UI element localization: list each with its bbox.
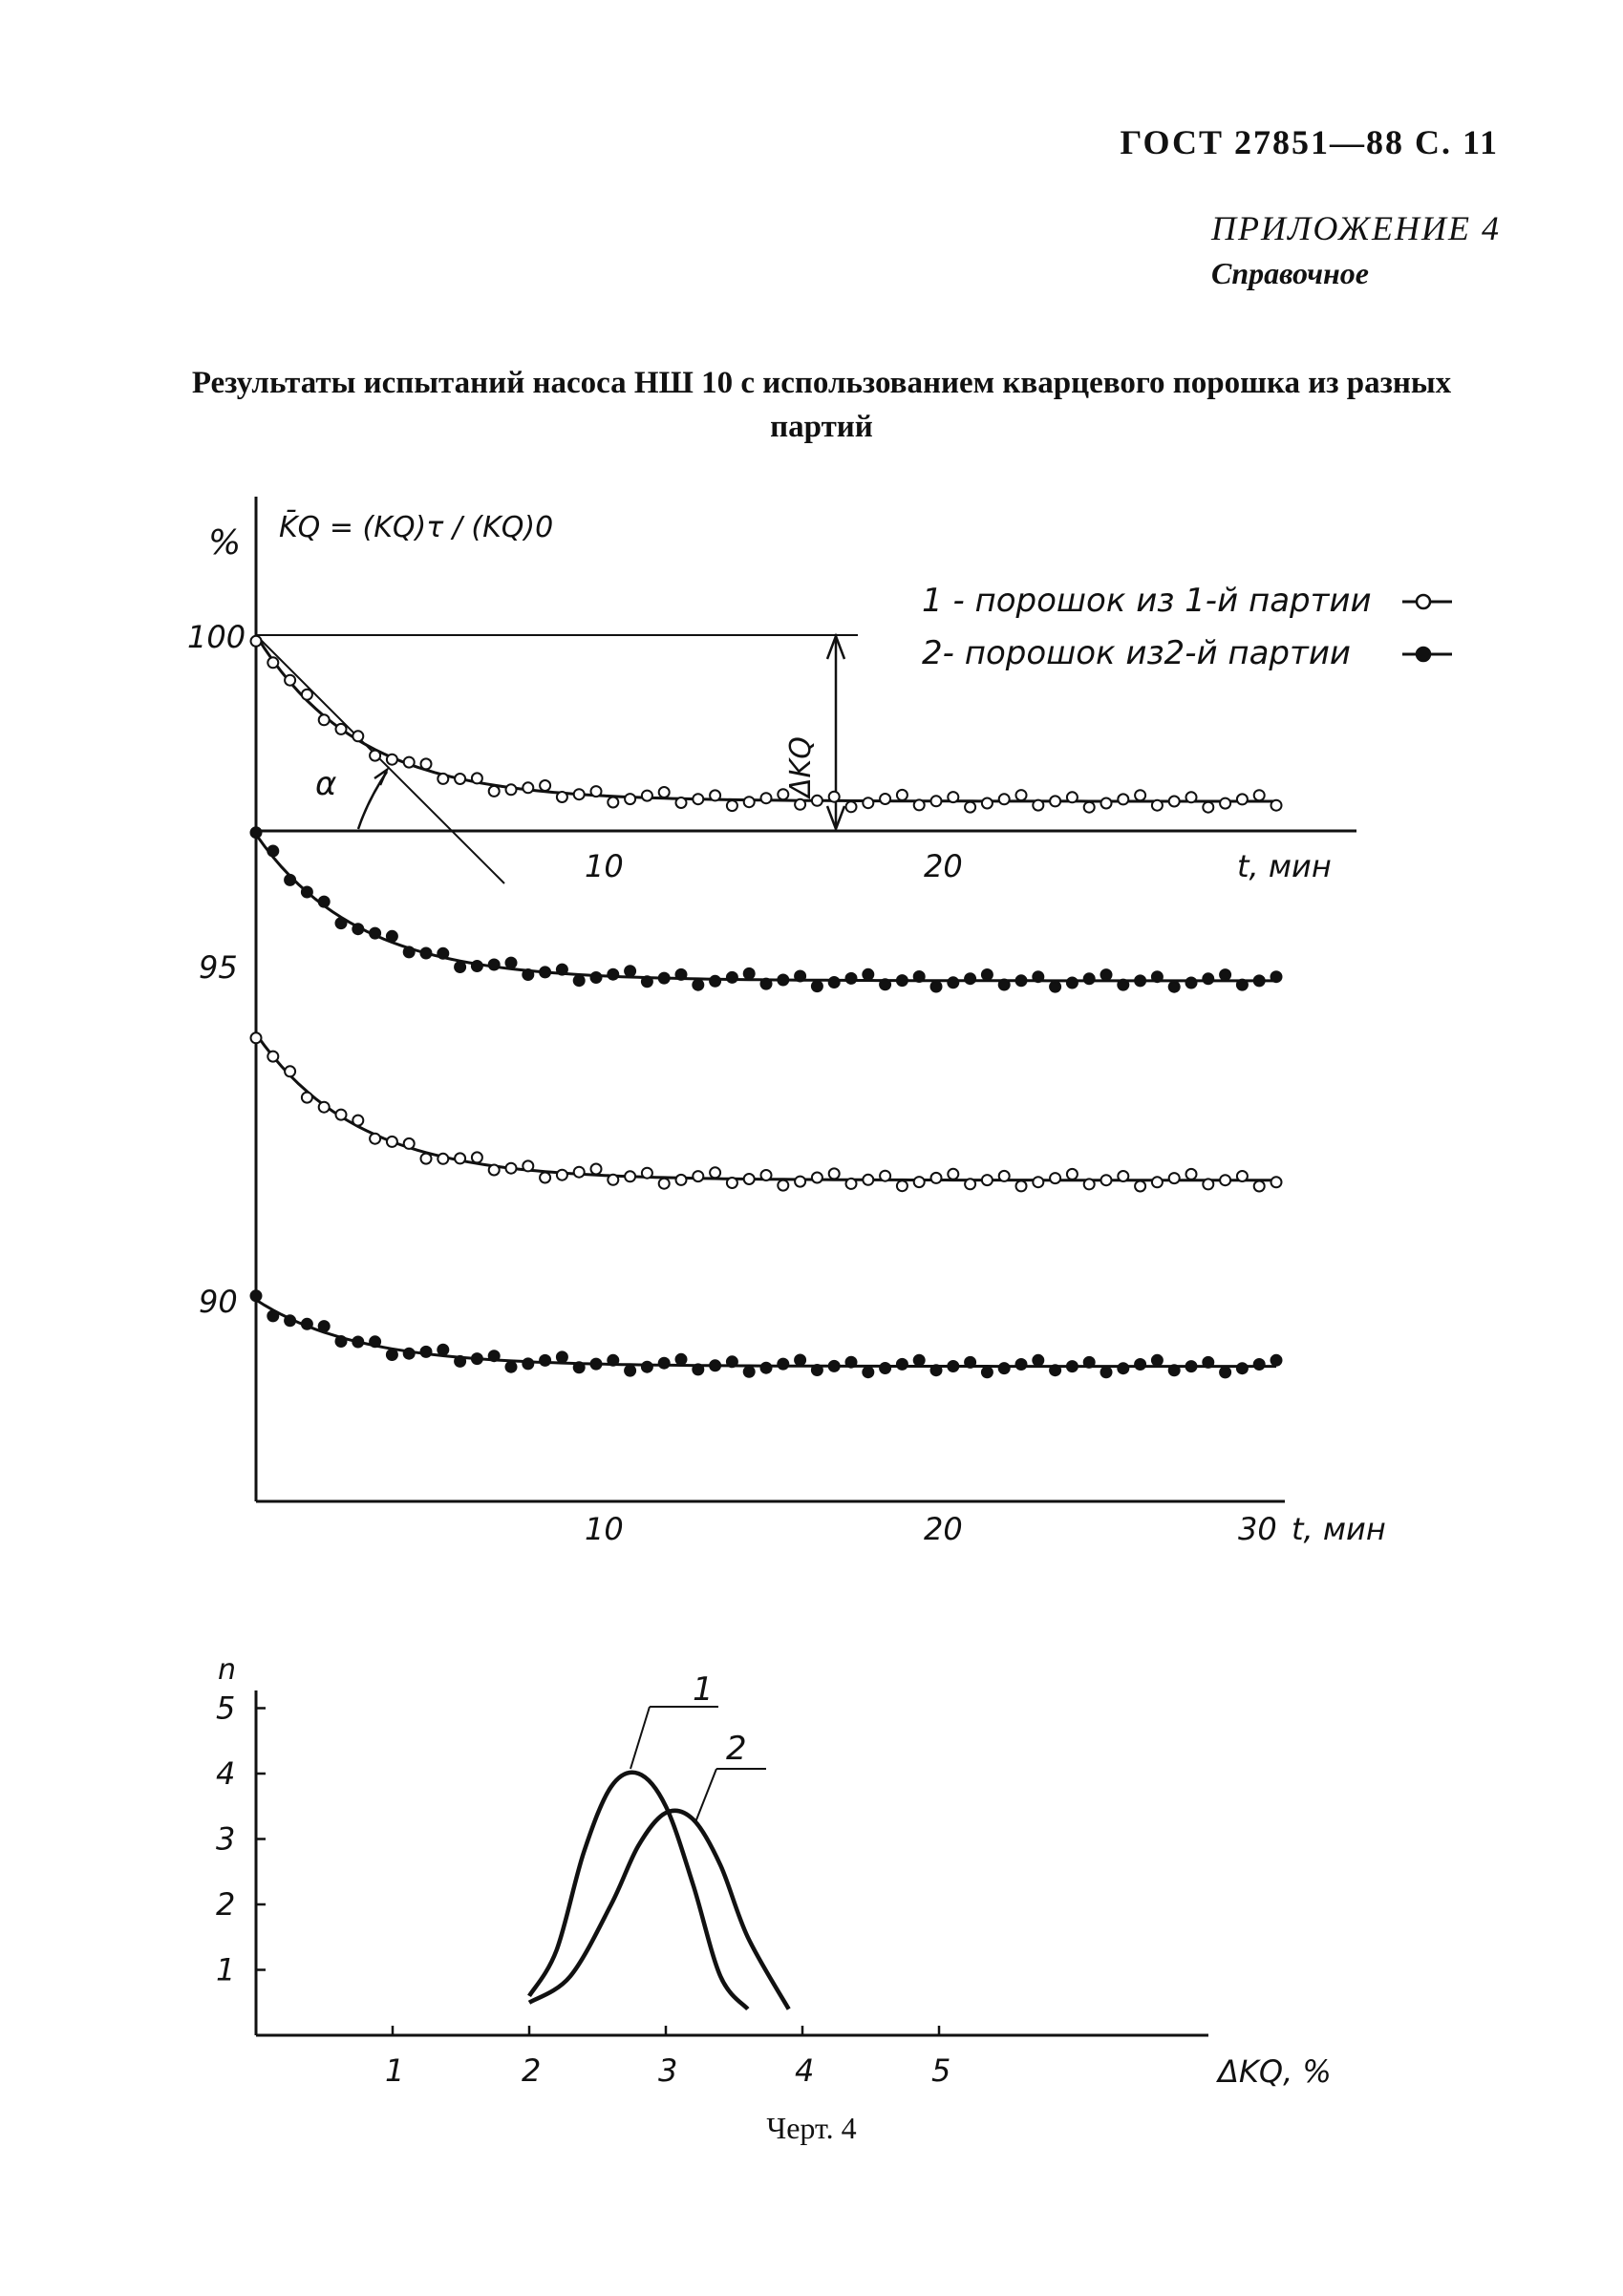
series-3-point bbox=[999, 1171, 1010, 1181]
series-2-point bbox=[1016, 975, 1027, 986]
series-3-point bbox=[880, 1171, 890, 1181]
series-4-point bbox=[829, 1361, 840, 1371]
series-1-point bbox=[370, 751, 380, 761]
series-3-point bbox=[914, 1177, 925, 1187]
series-3-point bbox=[1101, 1175, 1112, 1185]
formula-label: K̄Q = (KQ)τ / (KQ)0 bbox=[279, 511, 554, 544]
series-3-point bbox=[761, 1170, 772, 1180]
series-2-point bbox=[1237, 980, 1248, 990]
series-1-point bbox=[710, 790, 720, 800]
series-1-point bbox=[880, 794, 890, 804]
legend-marker-2 bbox=[1417, 648, 1430, 661]
alpha-arrowhead bbox=[374, 770, 387, 785]
series-3-point bbox=[302, 1093, 312, 1103]
series-2-point bbox=[523, 969, 533, 980]
tick-y-90: 90 bbox=[199, 1284, 238, 1320]
series-4-point bbox=[557, 1351, 567, 1362]
series-3-point bbox=[523, 1160, 533, 1171]
series-4-point bbox=[897, 1359, 908, 1370]
series-2-point bbox=[1203, 973, 1213, 984]
series-1-point bbox=[1084, 802, 1095, 813]
series-3-point bbox=[336, 1110, 347, 1120]
x-axis-label-upper: t, мин bbox=[1237, 848, 1332, 884]
series-1-point bbox=[387, 755, 397, 765]
series-2-point bbox=[863, 969, 873, 980]
series-2-point bbox=[540, 967, 550, 977]
series-1-point bbox=[336, 724, 347, 734]
series-3-point bbox=[608, 1175, 618, 1185]
series-2-point bbox=[489, 960, 500, 970]
series-1-point bbox=[965, 802, 975, 813]
series-3-point bbox=[812, 1173, 822, 1183]
series-3-point bbox=[1152, 1177, 1163, 1187]
series-3-point bbox=[574, 1167, 585, 1178]
series-4-point bbox=[659, 1358, 670, 1369]
legend-label-2: 2- порошок из2-й партии bbox=[922, 634, 1352, 672]
series-2-point bbox=[846, 973, 857, 984]
tick-x-30-lower: 30 bbox=[1238, 1511, 1277, 1547]
series-2-point bbox=[931, 982, 942, 992]
series-4-point bbox=[914, 1355, 925, 1366]
series-1-point bbox=[1271, 800, 1282, 811]
series-1-point bbox=[897, 790, 908, 800]
series-3-point bbox=[1118, 1171, 1128, 1181]
series-1-point bbox=[302, 690, 312, 700]
series-3-point bbox=[710, 1167, 720, 1178]
hist-y-tick-label: 2 bbox=[216, 1886, 236, 1923]
hist-x-tick-label: 5 bbox=[931, 2052, 951, 2089]
series-1-point bbox=[948, 792, 958, 802]
series-4-point bbox=[744, 1367, 755, 1377]
series-1-point bbox=[523, 782, 533, 793]
series-3-point bbox=[863, 1175, 873, 1185]
tick-y-100: 100 bbox=[187, 619, 246, 655]
series-3-point bbox=[1169, 1173, 1180, 1183]
series-1-point bbox=[285, 675, 295, 686]
series-3-point bbox=[1050, 1173, 1060, 1183]
hist-y-tick-label: 3 bbox=[216, 1820, 236, 1858]
distribution-curve-1 bbox=[529, 1773, 748, 2009]
series-3-point bbox=[455, 1153, 465, 1163]
series-2-point bbox=[1067, 978, 1078, 989]
series-3-point bbox=[251, 1032, 262, 1043]
series-1-point bbox=[506, 784, 517, 795]
series-3-point bbox=[267, 1052, 278, 1062]
series-1-point bbox=[829, 792, 840, 802]
series-4-point bbox=[1237, 1363, 1248, 1373]
series-2-point bbox=[319, 897, 330, 907]
series-3-point bbox=[931, 1173, 942, 1183]
series-4-point bbox=[727, 1356, 737, 1367]
series-3-point bbox=[557, 1170, 567, 1180]
series-3-point bbox=[421, 1154, 432, 1164]
hist-x-tick-label: 3 bbox=[658, 2052, 678, 2089]
series-4-point bbox=[880, 1363, 890, 1373]
series-2-curve bbox=[256, 835, 1276, 981]
series-4-point bbox=[761, 1363, 772, 1373]
series-1-point bbox=[574, 789, 585, 799]
series-4-point bbox=[676, 1354, 687, 1365]
tangent-line bbox=[256, 635, 504, 883]
series-1-point bbox=[1220, 798, 1230, 809]
series-4-point bbox=[285, 1315, 295, 1326]
series-4-point bbox=[1118, 1363, 1128, 1373]
series-2-point bbox=[727, 972, 737, 983]
series-4-point bbox=[506, 1362, 517, 1372]
hist-y-label: n bbox=[218, 1653, 237, 1687]
series-4-point bbox=[1016, 1359, 1027, 1370]
legend-label-1: 1 - порошок из 1-й партии bbox=[922, 582, 1372, 620]
series-4-point bbox=[999, 1363, 1010, 1373]
delta-kq-label: ΔKQ bbox=[784, 736, 818, 797]
series-2-point bbox=[778, 975, 788, 986]
series-2-point bbox=[1101, 969, 1112, 980]
series-2-point bbox=[438, 948, 448, 959]
series-1-point bbox=[982, 798, 993, 809]
hist-y-tick-label: 1 bbox=[216, 1951, 236, 1988]
series-3-point bbox=[506, 1163, 517, 1174]
series-2-point bbox=[421, 948, 432, 959]
series-2-point bbox=[267, 846, 278, 857]
series-3-point bbox=[829, 1168, 840, 1179]
series-3-point bbox=[676, 1175, 687, 1185]
series-1-point bbox=[1118, 794, 1128, 804]
series-1-point bbox=[251, 636, 262, 647]
series-1-point bbox=[472, 773, 482, 783]
hist-curves bbox=[529, 1773, 789, 2009]
series-4-point bbox=[1067, 1361, 1078, 1371]
series-4-point bbox=[1254, 1359, 1265, 1370]
series-4-point bbox=[591, 1359, 602, 1370]
series-1-point bbox=[727, 800, 737, 811]
hist-ticks bbox=[216, 1690, 950, 2090]
series-4-point bbox=[693, 1364, 703, 1374]
series-4-point bbox=[846, 1357, 857, 1368]
standard-header: ГОСТ 27851—88 С. 11 bbox=[1120, 123, 1499, 161]
series-4-point bbox=[1169, 1365, 1180, 1375]
series-1-point bbox=[659, 787, 670, 797]
series-1-point bbox=[1033, 800, 1043, 811]
appendix-note: Справочное bbox=[1211, 256, 1369, 290]
series-2-point bbox=[404, 946, 415, 957]
series-2-point bbox=[1271, 971, 1282, 982]
series-3-point bbox=[352, 1116, 363, 1126]
series-4-point bbox=[1152, 1355, 1163, 1366]
series-3-point bbox=[319, 1102, 330, 1113]
series-2-point bbox=[965, 973, 975, 984]
tick-x-10-upper: 10 bbox=[585, 848, 624, 884]
series-2-point bbox=[795, 971, 805, 982]
series-3-point bbox=[1203, 1179, 1213, 1189]
series-3-point bbox=[370, 1134, 380, 1144]
series-4-point bbox=[540, 1355, 550, 1366]
figure-title: Результаты испытаний насоса НШ 10 с использованием кварцевого порошка из разных партий bbox=[191, 366, 1452, 444]
series-2-point bbox=[387, 931, 397, 942]
series-2-point bbox=[302, 887, 312, 898]
series-1-point bbox=[455, 774, 465, 784]
series-3-point bbox=[1033, 1177, 1043, 1187]
series-2-point bbox=[1033, 971, 1043, 982]
series-3-point bbox=[1237, 1171, 1248, 1181]
series-3-point bbox=[744, 1174, 755, 1184]
series-2-point bbox=[710, 976, 720, 987]
series-1-point bbox=[863, 797, 873, 808]
series-3-point bbox=[472, 1152, 482, 1162]
series-2-point bbox=[608, 969, 618, 980]
series-2-point bbox=[506, 958, 517, 968]
series-2-point bbox=[897, 975, 908, 986]
series-3-point bbox=[642, 1168, 652, 1179]
series-2-point bbox=[591, 972, 602, 983]
series-1-point bbox=[267, 657, 278, 668]
series-3-curve bbox=[256, 1034, 1276, 1180]
series-2-point bbox=[1050, 982, 1060, 992]
label-2-pointer bbox=[695, 1769, 716, 1822]
series-3-point bbox=[1220, 1175, 1230, 1185]
series-4-point bbox=[319, 1321, 330, 1331]
series-2-point bbox=[472, 961, 482, 971]
series-3-point bbox=[489, 1165, 500, 1176]
series-2-point bbox=[880, 979, 890, 989]
series-2-point bbox=[693, 980, 703, 990]
series-2-point bbox=[1186, 978, 1197, 989]
series-4-point bbox=[982, 1367, 993, 1377]
series-4-point bbox=[267, 1310, 278, 1321]
series-2-point bbox=[914, 971, 925, 982]
series-2-point bbox=[1254, 975, 1265, 986]
series-1-point bbox=[404, 757, 415, 768]
series-4-point bbox=[404, 1349, 415, 1359]
series-3-point bbox=[693, 1171, 703, 1181]
series-1-point bbox=[557, 792, 567, 802]
series-3-point bbox=[285, 1066, 295, 1076]
series-1-point bbox=[1135, 790, 1145, 800]
series-3-point bbox=[795, 1177, 805, 1187]
series-1-point bbox=[914, 799, 925, 810]
y-unit-label: % bbox=[208, 523, 242, 563]
appendix-label: ПРИЛОЖЕНИЕ 4 bbox=[1211, 209, 1501, 247]
series-3-point bbox=[591, 1164, 602, 1175]
series-2-point bbox=[251, 827, 262, 838]
series-2-point bbox=[285, 875, 295, 885]
series-2-point bbox=[999, 980, 1010, 990]
series-2-point bbox=[676, 969, 687, 980]
series-4-point bbox=[948, 1361, 958, 1371]
series-4-point bbox=[302, 1319, 312, 1329]
series-4-point bbox=[795, 1355, 805, 1366]
series-4-point bbox=[523, 1358, 533, 1369]
series-1-point bbox=[591, 786, 602, 797]
series-1-point bbox=[1101, 798, 1112, 809]
series-1-point bbox=[761, 793, 772, 803]
series-1-point bbox=[1203, 802, 1213, 813]
series-1-point bbox=[642, 791, 652, 801]
series-4-point bbox=[455, 1356, 465, 1367]
series-3-point bbox=[1271, 1177, 1282, 1187]
series-4-point bbox=[574, 1362, 585, 1372]
series-3-point bbox=[438, 1154, 448, 1164]
series-4-point bbox=[472, 1353, 482, 1364]
series-1-point bbox=[438, 774, 448, 784]
series-1-point bbox=[540, 780, 550, 791]
series-3-point bbox=[1084, 1179, 1095, 1189]
tick-x-10-lower: 10 bbox=[585, 1511, 624, 1547]
series-4-point bbox=[251, 1290, 262, 1301]
series-1-point bbox=[1016, 790, 1027, 800]
tick-x-20-upper: 20 bbox=[924, 848, 963, 884]
series-4-point bbox=[1084, 1357, 1095, 1368]
series-2-point bbox=[336, 918, 347, 928]
series-4-point bbox=[1271, 1355, 1282, 1366]
series-4-point bbox=[1101, 1367, 1112, 1377]
series-2-point bbox=[642, 976, 652, 987]
curve-label-2: 2 bbox=[726, 1730, 747, 1768]
series-1-point bbox=[1169, 797, 1180, 807]
series-1-point bbox=[931, 796, 942, 806]
series-3-point bbox=[965, 1179, 975, 1189]
series-3-point bbox=[1135, 1181, 1145, 1192]
series-4-point bbox=[1135, 1359, 1145, 1370]
series-4-point bbox=[863, 1367, 873, 1377]
series-4-point bbox=[625, 1366, 635, 1376]
series-2-point bbox=[829, 977, 840, 988]
series-1-point bbox=[489, 786, 500, 797]
series-3-point bbox=[659, 1179, 670, 1189]
series-2-point bbox=[625, 966, 635, 976]
series-1-point bbox=[625, 794, 635, 804]
series-2-point bbox=[812, 981, 822, 991]
series-4-point bbox=[352, 1337, 363, 1348]
hist-x-label: ΔKQ, % bbox=[1218, 2053, 1332, 2090]
series-3-point bbox=[778, 1180, 788, 1191]
series-4-point bbox=[1186, 1361, 1197, 1371]
series-2-point bbox=[455, 962, 465, 972]
tick-y-95: 95 bbox=[199, 949, 238, 986]
hist-x-tick-label: 2 bbox=[522, 2052, 542, 2089]
series-2-point bbox=[1169, 982, 1180, 992]
series-1-point bbox=[608, 797, 618, 808]
series-1-point bbox=[352, 731, 363, 741]
series-2-point bbox=[744, 968, 755, 979]
series-1-point bbox=[846, 801, 857, 812]
series-2-point bbox=[352, 924, 363, 934]
series-1-point bbox=[1237, 794, 1248, 804]
series-4-point bbox=[812, 1365, 822, 1375]
series-3-point bbox=[846, 1179, 857, 1189]
series-1-point bbox=[676, 797, 687, 808]
series-4-point bbox=[370, 1336, 380, 1347]
series-4-point bbox=[1033, 1355, 1043, 1366]
series-2-point bbox=[1135, 975, 1145, 986]
series-1-point bbox=[1067, 792, 1078, 802]
series-3-point bbox=[948, 1169, 958, 1180]
series-1-point bbox=[421, 758, 432, 769]
series-4-point bbox=[489, 1350, 500, 1361]
series-2-point bbox=[557, 965, 567, 975]
series-4-point bbox=[1220, 1367, 1230, 1377]
series-4-point bbox=[778, 1359, 788, 1370]
tick-x-20-lower: 20 bbox=[924, 1511, 963, 1547]
series-3-point bbox=[1186, 1169, 1197, 1180]
series-1-point bbox=[1050, 796, 1060, 806]
time-curves bbox=[251, 635, 1282, 1377]
series-4-point bbox=[608, 1355, 618, 1366]
series-4-point bbox=[1050, 1365, 1060, 1375]
hist-y-tick-label: 5 bbox=[216, 1690, 236, 1727]
series-4-point bbox=[931, 1365, 942, 1375]
series-4-point bbox=[965, 1357, 975, 1368]
series-2-point bbox=[761, 979, 772, 989]
label-1-pointer bbox=[630, 1707, 650, 1769]
series-1-point bbox=[1152, 800, 1163, 811]
series-2-point bbox=[370, 928, 380, 939]
series-4-point bbox=[1203, 1357, 1213, 1368]
hist-y-tick-label: 4 bbox=[216, 1755, 236, 1792]
series-3-point bbox=[625, 1171, 635, 1181]
series-3-point bbox=[897, 1180, 908, 1191]
series-2-point bbox=[1220, 969, 1230, 980]
series-3-point bbox=[540, 1173, 550, 1183]
series-3-point bbox=[1254, 1181, 1265, 1192]
series-2-point bbox=[948, 977, 958, 988]
series-2-point bbox=[1152, 971, 1163, 982]
series-4-point bbox=[438, 1345, 448, 1355]
legend-marker-1 bbox=[1417, 595, 1430, 608]
series-1-point bbox=[693, 794, 703, 804]
series-2-point bbox=[982, 969, 993, 980]
x-axis-label-lower: t, мин bbox=[1292, 1511, 1386, 1547]
series-4-point bbox=[642, 1362, 652, 1372]
series-3-point bbox=[982, 1175, 993, 1185]
series-2-point bbox=[1084, 973, 1095, 984]
alpha-label: α bbox=[315, 765, 337, 803]
series-3-point bbox=[387, 1137, 397, 1147]
series-3-point bbox=[727, 1178, 737, 1188]
series-2-point bbox=[574, 975, 585, 986]
curve-label-1: 1 bbox=[693, 1670, 714, 1709]
series-1-point bbox=[1186, 792, 1197, 802]
series-2-point bbox=[659, 973, 670, 984]
series-2-point bbox=[1118, 980, 1128, 990]
series-3-point bbox=[1016, 1180, 1027, 1191]
series-3-point bbox=[404, 1138, 415, 1149]
legend-markers bbox=[1402, 595, 1452, 661]
series-4-point bbox=[710, 1360, 720, 1371]
series-1-point bbox=[319, 714, 330, 725]
figure-caption: Черт. 4 bbox=[766, 2111, 857, 2145]
series-4-point bbox=[336, 1336, 347, 1347]
series-4-point bbox=[421, 1347, 432, 1357]
hist-x-tick-label: 4 bbox=[795, 2052, 815, 2089]
series-1-point bbox=[744, 797, 755, 807]
series-1-point bbox=[795, 799, 805, 810]
series-1-point bbox=[1254, 790, 1265, 800]
series-1-point bbox=[999, 794, 1010, 804]
series-4-point bbox=[387, 1350, 397, 1360]
hist-x-tick-label: 1 bbox=[385, 2052, 405, 2089]
series-3-point bbox=[1067, 1169, 1078, 1180]
